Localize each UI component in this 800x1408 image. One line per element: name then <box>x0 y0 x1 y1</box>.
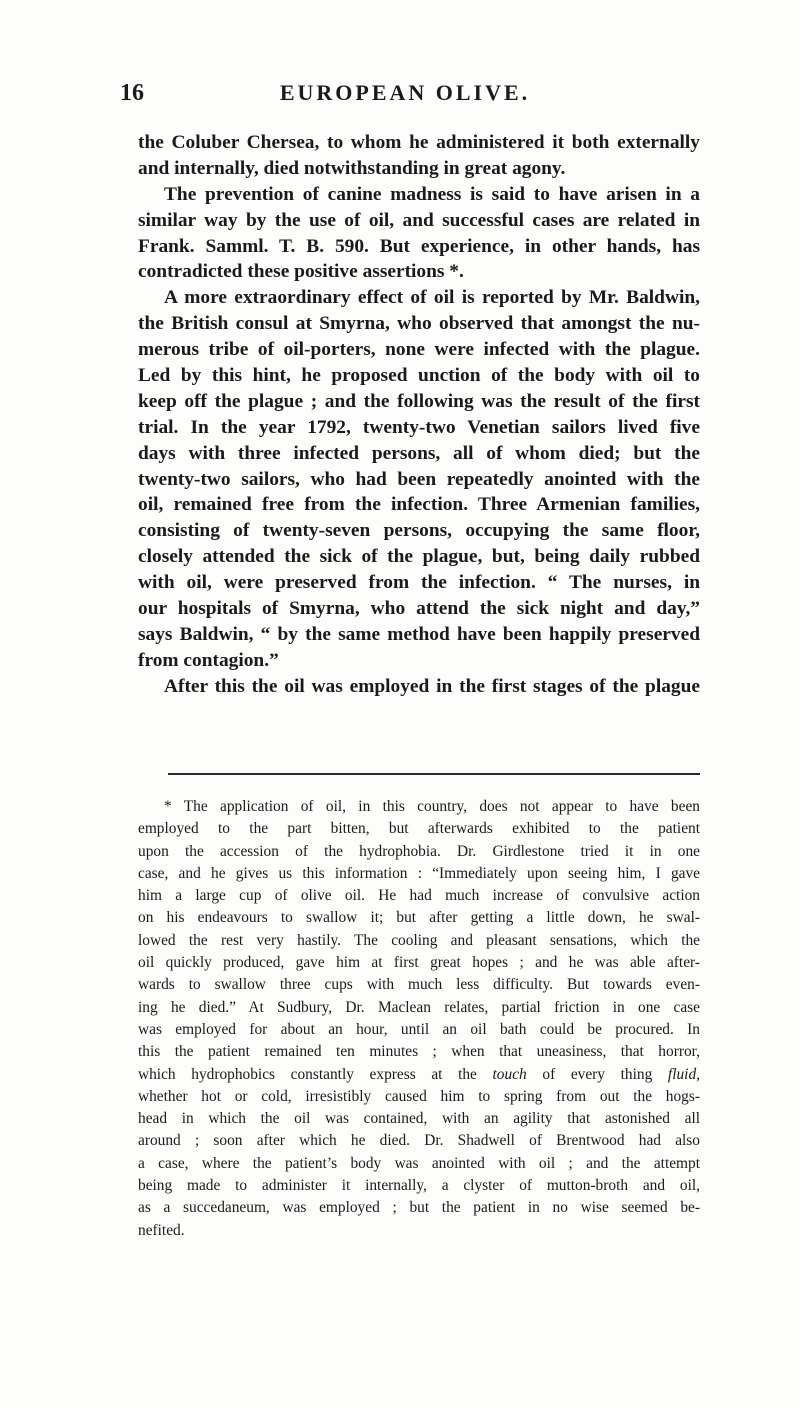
text-line: and internally, died notwithstanding in great agony. <box>138 157 566 179</box>
text-line: After this the oil was employed in the first stages of the plague <box>164 675 700 697</box>
text-line: Frank. Samml. T. B. 590. But experience, in other hands, has <box>138 235 700 257</box>
footnote-line: head in which the oil was contained, with an agility that astonished all <box>138 1110 700 1128</box>
text-line: with oil, were preserved from the infection. “ The nurses, in <box>138 572 700 594</box>
footnote-line: him a large cup of olive oil. He had much increase of convulsive action <box>138 887 700 905</box>
footnote-line: being made to administer it internally, a clyster of mutton-broth and oil, <box>138 1177 700 1195</box>
running-title: EUROPEAN OLIVE. <box>279 80 531 105</box>
footnote-emphasis: fluid, <box>667 1065 700 1083</box>
footnote-text: of every thing <box>542 1065 653 1083</box>
footnote-line <box>138 1064 700 1086</box>
text-line: twenty-two sailors, who had been repeatedly anointed with the <box>138 468 700 490</box>
text-line: oil, remained free from the infection. Three Armenian families, <box>138 494 700 516</box>
footnote-line: whether hot or cold, irresistibly caused him to spring from out the hogs- <box>138 1087 700 1105</box>
footnote-line: * The application of oil, in this country, does not appear to have been <box>164 798 700 815</box>
page-number: 16 <box>120 80 144 106</box>
text-line: merous tribe of oil-porters, none were infected with the plague. <box>138 339 700 361</box>
footnote-line: as a succedaneum, was employed ; but the patient in no wise seemed be- <box>138 1199 700 1217</box>
main-text <box>138 130 700 700</box>
text-line: keep off the plague ; and the following was the result of the first <box>138 390 700 412</box>
running-head <box>120 80 690 114</box>
footnote-line: on his endeavours to swallow it; but after getting a little down, he swal- <box>138 909 700 927</box>
footnote-line: this the patient remained ten minutes ; when that uneasiness, that horror, <box>138 1043 700 1061</box>
text-line: says Baldwin, “ by the same method have been happily preserved <box>138 623 700 645</box>
footnote-line: oil quickly produced, gave him at first great hopes ; and he was able after- <box>138 954 700 972</box>
text-line: days with three infected persons, all of whom died; but the <box>138 442 700 464</box>
footnote-line: a case, where the patient’s body was anointed with oil ; and the attempt <box>138 1154 700 1172</box>
footnote-line: wards to swallow three cups with much less difficulty. But towards even- <box>138 976 700 994</box>
text-line: our hospitals of Smyrna, who attend the sick night and day,” <box>138 598 700 620</box>
text-line: closely attended the sick of the plague, but, being daily rubbed <box>138 546 700 568</box>
footnote-line: employed to the part bitten, but afterwards exhibited to the patient <box>138 820 700 838</box>
text-line: from contagion.” <box>138 649 279 671</box>
text-line: trial. In the year 1792, twenty-two Venetian sailors lived five <box>138 416 700 438</box>
footnote-line: was employed for about an hour, until an oil bath could be procured. In <box>138 1020 700 1038</box>
text-line: the Coluber Chersea, to whom he administered it both externally <box>138 132 700 153</box>
footnote <box>138 796 700 1242</box>
footnote-line: lowed the rest very hastily. The cooling and pleasant sensations, which the <box>138 931 700 949</box>
text-line: similar way by the use of oil, and successful cases are related in <box>138 209 700 231</box>
text-line: the British consul at Smyrna, who observed that amongst the nu- <box>138 313 700 335</box>
footnote-line: nefited. <box>138 1221 185 1239</box>
text-line: consisting of twenty-seven persons, occupying the same floor, <box>138 520 700 542</box>
footnote-line: around ; soon after which he died. Dr. Shadwell of Brentwood had also <box>138 1132 700 1150</box>
text-line: A more extraordinary effect of oil is reported by Mr. Baldwin, <box>164 287 700 309</box>
text-line: contradicted these positive assertions *. <box>138 261 464 283</box>
text-line: The prevention of canine madness is said to have arisen in a <box>164 183 700 205</box>
footnote-line: case, and he gives us this information : “Immediately upon seeing him, I gave <box>138 864 700 882</box>
footnote-rule <box>168 773 700 775</box>
footnote-line: upon the accession of the hydrophobia. Dr. Girdlestone tried it in one <box>138 842 700 860</box>
footnote-text: which hydrophobics constantly express at the <box>138 1065 477 1083</box>
footnote-emphasis: touch <box>492 1065 527 1083</box>
footnote-line: ing he died.” At Sudbury, Dr. Maclean relates, partial friction in one case <box>138 998 700 1016</box>
text-line: Led by this hint, he proposed unction of the body with oil to <box>138 365 700 387</box>
